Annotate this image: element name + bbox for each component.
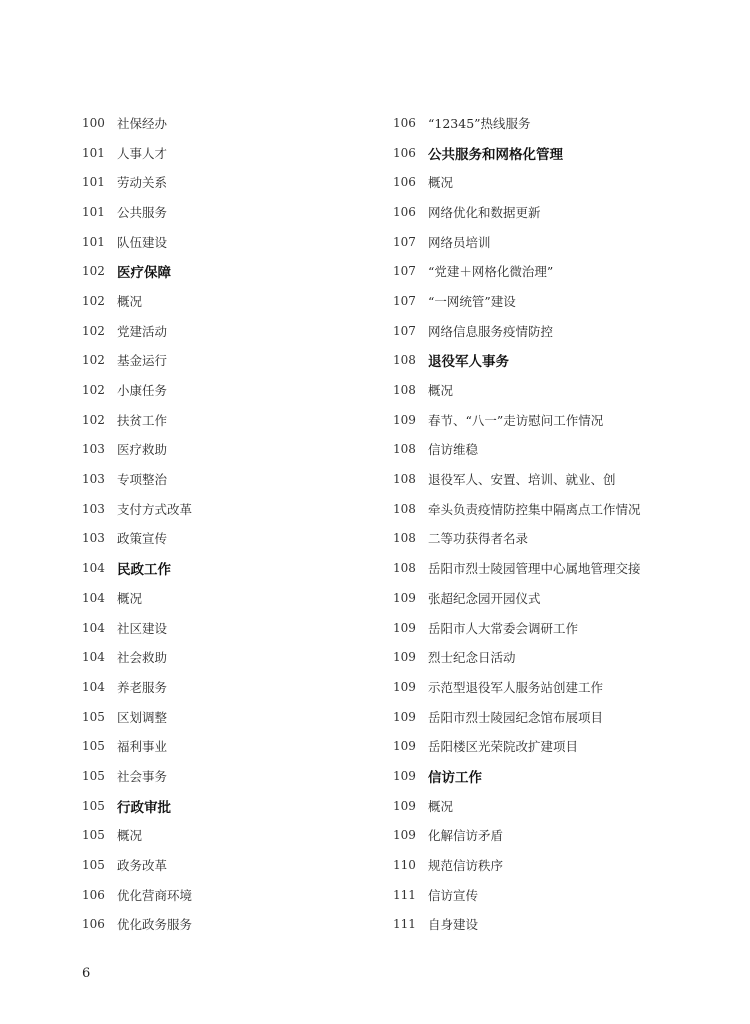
toc-page-number: 107 [393, 234, 416, 249]
toc-page-number: 102 [82, 293, 105, 308]
toc-entry-title: 退役军人、安置、培训、就业、创 [428, 472, 616, 488]
toc-entry [393, 910, 723, 940]
toc-entry-title: 区划调整 [117, 709, 168, 725]
toc-entry-title: 化解信访矛盾 [428, 828, 504, 844]
toc-entry [82, 672, 382, 702]
toc-page-number: 104 [82, 679, 105, 694]
toc-page-number: 102 [82, 323, 105, 338]
toc-entry-title: 政策宣传 [117, 531, 168, 547]
toc-entry-title: 岳阳楼区光荣院改扩建项目 [428, 739, 579, 755]
toc-section-heading [82, 256, 382, 286]
toc-entry-title: 信访维稳 [428, 442, 479, 458]
toc-page-number: 102 [82, 264, 105, 279]
toc-page-number: 109 [393, 412, 416, 427]
toc-entry [82, 850, 382, 880]
toc-page-number: 109 [393, 709, 416, 724]
toc-section-heading [82, 553, 382, 583]
toc-entry [393, 227, 723, 257]
toc-entry-title: 自身建设 [428, 917, 479, 933]
toc-page-number: 109 [393, 739, 416, 754]
toc-entry-title: 社保经办 [117, 115, 168, 131]
toc-entry-title: 队伍建设 [117, 234, 168, 250]
toc-page-number: 107 [393, 293, 416, 308]
toc-entry-title: “一网统管”建设 [428, 293, 516, 309]
toc-page-number: 103 [82, 531, 105, 546]
toc-entry-title: 概况 [117, 590, 143, 606]
toc-entry [82, 702, 382, 732]
toc-page-number: 107 [393, 323, 416, 338]
toc-entry [82, 405, 382, 435]
toc-entry [393, 791, 723, 821]
toc-entry [82, 108, 382, 138]
toc-entry [393, 405, 723, 435]
toc-section-heading [393, 138, 723, 168]
toc-entry-title: 示范型退役军人服务站创建工作 [428, 679, 604, 695]
toc-entry [82, 286, 382, 316]
toc-page-number: 103 [82, 472, 105, 487]
toc-entry-title: 优化营商环境 [117, 887, 193, 903]
toc-entry-title: 岳阳市烈士陵园管理中心属地管理交接 [428, 561, 641, 577]
toc-entry-title: 公共服务 [117, 204, 168, 220]
toc-page-number: 102 [82, 383, 105, 398]
toc-section-heading [393, 346, 723, 376]
toc-entry-title: 退役军人事务 [428, 354, 509, 371]
toc-page-number: 110 [393, 858, 416, 873]
toc-entry [82, 197, 382, 227]
toc-page-number: 101 [82, 204, 105, 219]
toc-entry [82, 821, 382, 851]
toc-entry-title: 专项整治 [117, 472, 168, 488]
toc-page-number: 106 [82, 917, 105, 932]
toc-entry-title: 二等功获得者名录 [428, 531, 529, 547]
toc-page-number: 107 [393, 264, 416, 279]
toc-entry [82, 464, 382, 494]
toc-page-number: 111 [393, 917, 416, 932]
toc-entry [393, 850, 723, 880]
toc-left-column [82, 108, 382, 939]
toc-entry [82, 761, 382, 791]
toc-entry [82, 316, 382, 346]
toc-entry-title: 网络员培训 [428, 234, 491, 250]
toc-entry [393, 375, 723, 405]
toc-entry [82, 524, 382, 554]
toc-entry [393, 583, 723, 613]
toc-entry-title: “党建＋网格化微治理” [428, 264, 554, 280]
toc-page-number: 108 [393, 531, 416, 546]
toc-entry [82, 375, 382, 405]
page-number: 6 [82, 966, 91, 981]
toc-page-number: 103 [82, 442, 105, 457]
toc-entry [393, 672, 723, 702]
toc-page-number: 105 [82, 768, 105, 783]
toc-page-number: 104 [82, 650, 105, 665]
toc-entry [393, 731, 723, 761]
toc-entry-title: 政务改革 [117, 858, 168, 874]
toc-entry [82, 642, 382, 672]
toc-page-number: 109 [393, 798, 416, 813]
toc-entry-title: 烈士纪念日活动 [428, 650, 516, 666]
toc-page-number: 101 [82, 175, 105, 190]
toc-entry [393, 316, 723, 346]
toc-entry [82, 167, 382, 197]
toc-entry-title: 概况 [428, 798, 454, 814]
toc-entry-title: 信访工作 [428, 769, 482, 786]
toc-page-number: 102 [82, 412, 105, 427]
toc-entry-title: 概况 [428, 383, 454, 399]
toc-entry-title: 福利事业 [117, 739, 168, 755]
toc-page-number: 109 [393, 679, 416, 694]
toc-entry-title: 规范信访秩序 [428, 858, 504, 874]
toc-section-heading [82, 791, 382, 821]
toc-page-number: 109 [393, 620, 416, 635]
toc-entry-title: 网络信息服务疫情防控 [428, 323, 554, 339]
toc-page-number: 104 [82, 590, 105, 605]
toc-entry-title: 概况 [117, 828, 143, 844]
toc-entry-title: 基金运行 [117, 353, 168, 369]
toc-entry [82, 494, 382, 524]
toc-entry-title: 概况 [117, 293, 143, 309]
toc-entry-title: 小康任务 [117, 383, 168, 399]
toc-entry [82, 138, 382, 168]
toc-entry-title: 张超纪念园开园仪式 [428, 590, 541, 606]
toc-page-number: 106 [393, 204, 416, 219]
toc-page-number: 105 [82, 858, 105, 873]
toc-entry [393, 435, 723, 465]
toc-entry [393, 464, 723, 494]
toc-entry-title: 扶贫工作 [117, 412, 168, 428]
toc-entry-title: 人事人才 [117, 145, 168, 161]
toc-page-number: 105 [82, 828, 105, 843]
toc-entry-title: 养老服务 [117, 679, 168, 695]
toc-entry [393, 553, 723, 583]
toc-page-number: 100 [82, 115, 105, 130]
toc-entry-title: 公共服务和网格化管理 [428, 146, 563, 163]
toc-entry [393, 167, 723, 197]
toc-entry [82, 346, 382, 376]
toc-entry-title: 概况 [428, 175, 454, 191]
toc-entry [82, 880, 382, 910]
toc-page-number: 108 [393, 383, 416, 398]
toc-page-number: 105 [82, 739, 105, 754]
toc-page-number: 108 [393, 442, 416, 457]
toc-entry-title: 社区建设 [117, 620, 168, 636]
toc-page-number: 105 [82, 709, 105, 724]
toc-entry [393, 494, 723, 524]
toc-page-number: 106 [82, 887, 105, 902]
toc-page-number: 109 [393, 768, 416, 783]
toc-page-number: 108 [393, 353, 416, 368]
toc-entry-title: 民政工作 [117, 562, 171, 579]
toc-entry-title: 社会事务 [117, 768, 168, 784]
toc-entry [393, 880, 723, 910]
toc-entry [82, 227, 382, 257]
toc-page-number: 106 [393, 145, 416, 160]
toc-page-number: 103 [82, 501, 105, 516]
toc-entry [82, 613, 382, 643]
toc-entry [393, 197, 723, 227]
toc-entry [393, 642, 723, 672]
toc-page-number: 109 [393, 650, 416, 665]
toc-entry-title: 党建活动 [117, 323, 168, 339]
toc-entry [82, 910, 382, 940]
toc-entry-title: 春节、“八一”走访慰问工作情况 [428, 412, 604, 428]
toc-entry-title: 医疗救助 [117, 442, 168, 458]
toc-entry-title: 优化政务服务 [117, 917, 193, 933]
toc-page-number: 101 [82, 145, 105, 160]
toc-page-number: 104 [82, 561, 105, 576]
toc-entry [393, 108, 723, 138]
toc-page-number: 106 [393, 115, 416, 130]
toc-entry-title: 社会救助 [117, 650, 168, 666]
toc-page-number: 109 [393, 828, 416, 843]
toc-page-number: 104 [82, 620, 105, 635]
toc-section-heading [393, 761, 723, 791]
toc-page-number: 108 [393, 561, 416, 576]
toc-entry-title: 网络优化和数据更新 [428, 204, 541, 220]
toc-entry-title: 支付方式改革 [117, 501, 193, 517]
toc-entry-title: 岳阳市烈士陵园纪念馆布展项目 [428, 709, 604, 725]
toc-page-number: 101 [82, 234, 105, 249]
toc-entry-title: 岳阳市人大常委会调研工作 [428, 620, 579, 636]
toc-page-number: 105 [82, 798, 105, 813]
toc-entry [82, 583, 382, 613]
toc-entry [82, 435, 382, 465]
toc-entry [393, 702, 723, 732]
toc-entry-title: 行政审批 [117, 799, 171, 816]
toc-entry-title: 牵头负责疫情防控集中隔离点工作情况 [428, 501, 641, 517]
toc-right-column [393, 108, 723, 939]
toc-page-number: 106 [393, 175, 416, 190]
toc-page-number: 102 [82, 353, 105, 368]
toc-page-number: 109 [393, 590, 416, 605]
toc-entry [393, 286, 723, 316]
toc-entry-title: 医疗保障 [117, 265, 171, 282]
toc-entry [82, 731, 382, 761]
toc-page-number: 108 [393, 501, 416, 516]
toc-entry-title: 劳动关系 [117, 175, 168, 191]
toc-entry [393, 613, 723, 643]
toc-entry [393, 821, 723, 851]
toc-page-number: 108 [393, 472, 416, 487]
toc-entry-title: 信访宣传 [428, 887, 479, 903]
toc-page-number: 111 [393, 887, 416, 902]
toc-entry-title: “12345”热线服务 [428, 115, 531, 131]
toc-entry [393, 524, 723, 554]
toc-entry [393, 256, 723, 286]
